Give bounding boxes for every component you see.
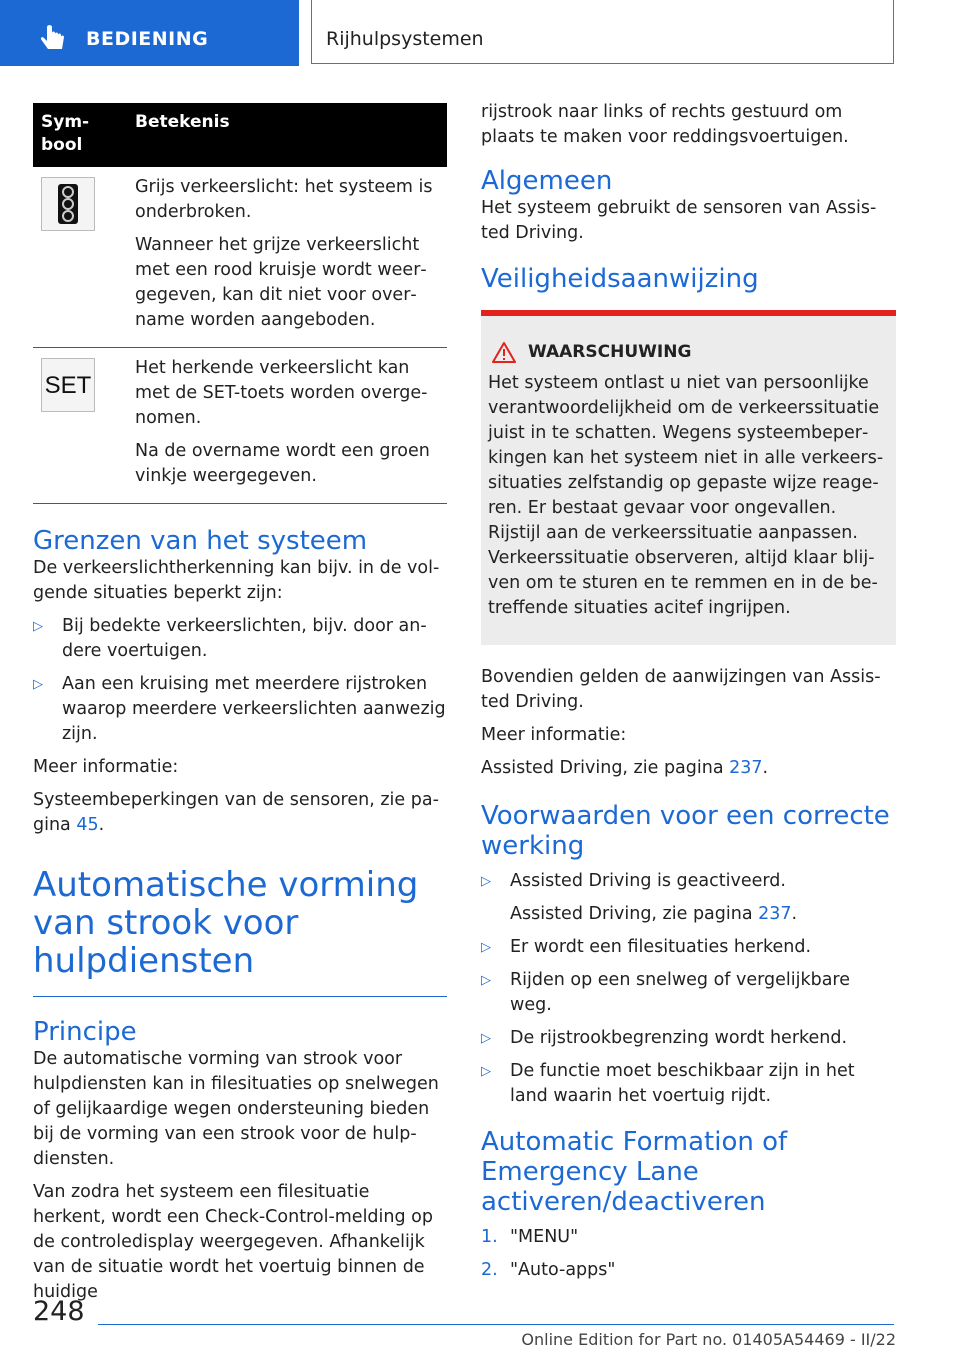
voorwaarden-heading: Voorwaarden voor een correcte werking: [481, 801, 890, 861]
list-item: ▷ Rijden op een snelweg of vergelijkbare weg.: [481, 970, 851, 1015]
auto-heading: Automatische vorming van strook voor hulpdiensten: [33, 865, 419, 981]
more-info-label: Meer informatie:: [33, 757, 179, 777]
assisted-reference: Assisted Driving, zie pagina 237.: [481, 758, 769, 778]
warning-triangle-icon: [492, 342, 516, 363]
triangle-bullet-icon: ▷: [481, 1064, 491, 1079]
list-item: ▷ Bij bedekte verkeerslichten, bijv. door andere voertuigen.: [33, 616, 427, 661]
page-link[interactable]: 237: [729, 758, 763, 778]
warning-title: WAARSCHUWING: [528, 342, 692, 362]
row-text: Wanneer het grijze verkeerslicht met een rood kruisje wordt weergegeven, kan dit niet voor overname worden aangeboden.: [135, 235, 427, 330]
footer-divider: [98, 1324, 894, 1325]
warning-text: Het systeem ontlast u niet van persoonlijke verantwoordelijkheid om de verkeerssituatie juist in te schatten. Wegens systeembeperkingen kan het systeem niet in alle verkeerssituaties zelfstandig op gepaste wijze reageren. Er bestaat gevaar voor ongevallen. Rijstijl aan de verkeerssituatie aanpassen. Verkeerssituatie observeren, altijd klaar blijven om te sturen en te remmen en in de betreffende situaties acitef ingrijpen.: [488, 373, 884, 618]
steps-list: [481, 1225, 896, 1283]
list-item: 2. "Auto-apps": [481, 1260, 616, 1280]
symbol-table: [33, 103, 447, 504]
voorwaarden-list: [481, 869, 896, 1109]
page-number: 248: [33, 1296, 85, 1327]
hand-pointer-icon: [38, 24, 68, 54]
grenzen-intro: De verkeerslichtherkenning kan bijv. in de volgende situaties beperkt zijn:: [33, 558, 440, 603]
symbol-header: Sym- bool: [33, 103, 127, 167]
table-row: [33, 348, 447, 504]
header-topic-box: [311, 0, 894, 64]
meaning-header: Betekenis: [127, 103, 447, 167]
veiligheid-heading: Veiligheidsaanwijzing: [481, 264, 759, 294]
left-column: [33, 103, 447, 1313]
grey-traffic-light-icon: [41, 177, 95, 231]
section-title: BEDIENING: [86, 28, 209, 50]
grenzen-list: [33, 614, 447, 747]
list-item: 1. "MENU": [481, 1227, 579, 1247]
set-button-icon: [41, 358, 95, 412]
set-icon-label: SET: [44, 371, 92, 399]
list-item: ▷ De rijstrookbegrenzing wordt herkend.: [481, 1026, 896, 1051]
algemeen-heading: Algemeen: [481, 166, 613, 196]
more-info-label: Meer informatie:: [481, 725, 627, 745]
algemeen-text: Het systeem gebruikt de sensoren van Assisted Driving.: [481, 198, 877, 243]
triangle-bullet-icon: ▷: [481, 940, 491, 955]
table-row: [33, 167, 447, 348]
grenzen-heading: Grenzen van het systeem: [33, 526, 368, 556]
row-text: Grijs verkeerslicht: het systeem is onderbroken.: [135, 177, 433, 222]
list-item: ▷ De functie moet beschikbaar zijn in het land waarin het voertuig rijdt.: [481, 1061, 855, 1106]
triangle-bullet-icon: ▷: [481, 973, 491, 988]
page-link[interactable]: 45: [76, 815, 99, 835]
sub-reference: Assisted Driving, zie pagina 237.: [510, 904, 798, 924]
list-item: ▷ Assisted Driving is geactiveerd. Assisted Driving, zie pagina 237.: [481, 869, 896, 927]
list-item: ▷ Er wordt een filesituaties herkend.: [481, 935, 896, 960]
bovendien-text: Bovendien gelden de aanwijzingen van Assisted Driving.: [481, 667, 881, 712]
triangle-bullet-icon: ▷: [481, 1031, 491, 1046]
row-text: Na de overname wordt een groen vinkje weergegeven.: [135, 441, 430, 486]
right-column: [481, 100, 896, 1291]
row-text: Het herkende verkeerslicht kan met de SET-toets worden overgenomen.: [135, 358, 428, 428]
list-item: ▷ Aan een kruising met meerdere rijstroken waarop meerdere verkeerslichten aanwezig zijn.: [33, 674, 446, 744]
page-link[interactable]: 237: [758, 904, 792, 924]
principe-text: De automatische vorming van strook voor hulpdiensten kan in filesituaties op snelwegen of gelijkaardige wegen ondersteuning bieden bij de vorming van een strook voor de hulpdiensten.: [33, 1049, 439, 1169]
heading-divider: [33, 996, 447, 997]
topic-title: Rijhulpsystemen: [326, 28, 484, 50]
edition-text: Online Edition for Part no. 01405A54469 - II/22: [521, 1330, 896, 1349]
continued-text: rijstrook naar links of rechts gestuurd om plaats te maken voor reddingsvoertuigen.: [481, 102, 849, 147]
header-section-tab: [0, 0, 299, 66]
principe-text: Van zodra het systeem een filesituatie herkent, wordt een Check-Control-melding op de controledisplay weergegeven. Afhankelijk van de situatie wordt het voertuig binnen de huidige: [33, 1182, 433, 1302]
grenzen-reference: Systeembeperkingen van de sensoren, zie pagina 45.: [33, 790, 439, 835]
triangle-bullet-icon: ▷: [33, 619, 43, 634]
warning-box: [481, 310, 896, 645]
triangle-bullet-icon: ▷: [481, 874, 491, 889]
activate-heading: Automatic Formation of Emergency Lane activeren/deactiveren: [481, 1127, 788, 1217]
principe-heading: Principe: [33, 1017, 137, 1047]
triangle-bullet-icon: ▷: [33, 677, 43, 692]
